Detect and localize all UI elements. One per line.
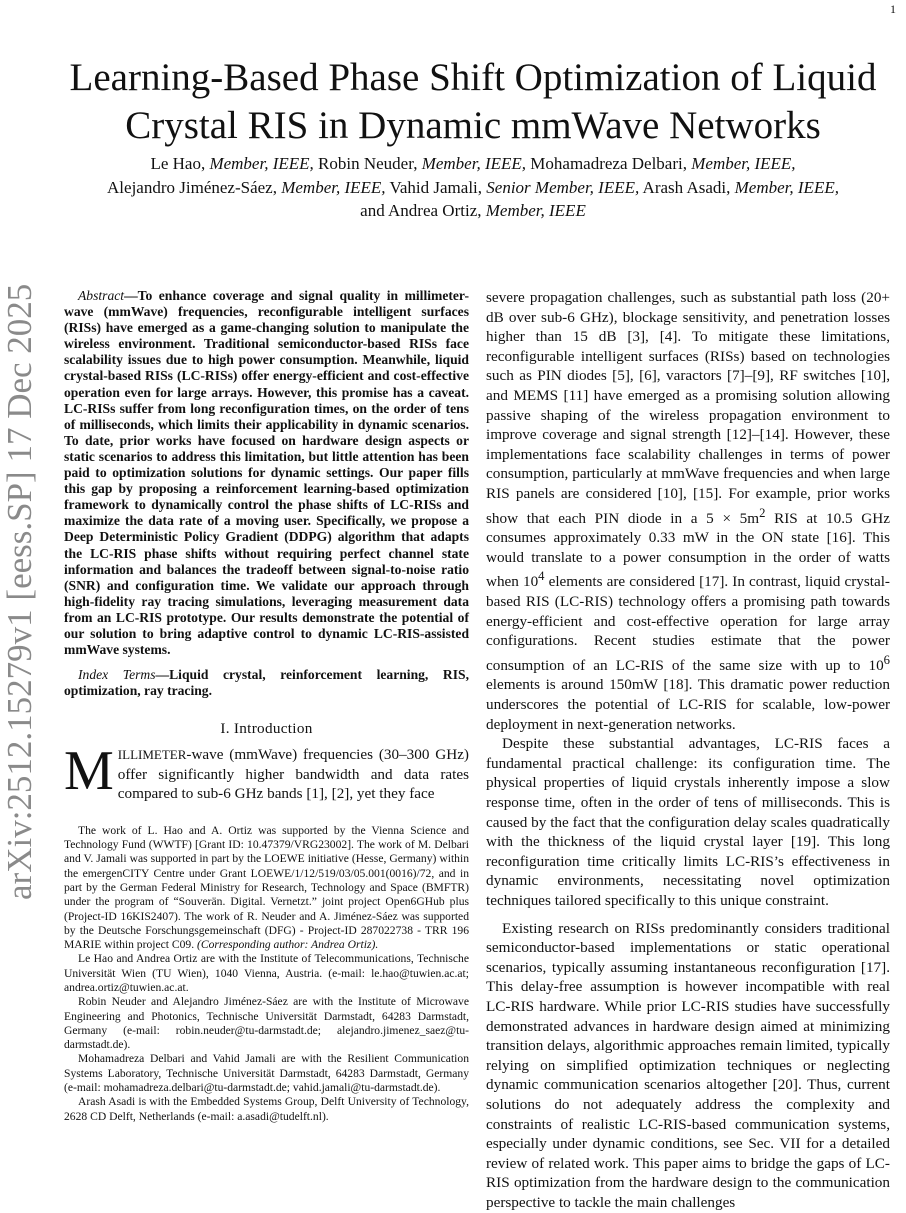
author-role: Member, IEEE, xyxy=(734,177,839,197)
index-terms xyxy=(64,667,469,699)
abstract-label: Abstract xyxy=(78,288,125,303)
author-line-1 xyxy=(55,152,891,176)
body-text: elements is around 150mW [18]. This dramatic power reduction underscores the potential of LC-RIS for scalable, low-power deployment in next-generation networks. xyxy=(486,676,890,733)
abstract xyxy=(64,288,469,658)
body-paragraph-2: Despite these substantial advantages, LC-RIS faces a fundamental practical challenge: its configuration time. The physical properties of liquid crystals inherently impose a slow response time, often in the order of tens of milliseconds. This is caused by the fact that the configuration delay scales quadratically with the thickness of the liquid crystal layer [19]. This long reconfiguration time critically limits LC-RIS’s effectiveness in dynamic environments, necessitating novel optimization techniques tailored specifically to this unique constraint. xyxy=(486,735,890,909)
author-role: Member, IEEE, xyxy=(281,177,386,197)
page-number: 1 xyxy=(890,2,896,16)
body-text: severe propagation challenges, such as substantial path loss (20+ dB over sub-6 GHz), blockage sensitivity, and penetration losses higher than 15 dB [3], [4]. To mitigate these limitations, reconfigurable intelligent surfaces (RISs) based on technologies such as PIN diodes [5], [6], varactors [7]–[9], RF switches [10], and MEMS [11] have emerged as a promising solution allowing passive shaping of the wireless propagation environment to improve coverage and signal strength [12]–[14]. However, these implementations face scalability challenges in terms of power consumption, particularly at mmWave frequencies and when large RIS panels are considered [10], [15]. For example, prior works show that each PIN diode in a xyxy=(486,289,890,527)
author-name: Mohamadreza Delbari, xyxy=(526,154,692,173)
body-text: RIS at 10.5 GHz consumes approximately 0.33 mW in the ON state [16]. This would translate to a power consumption in the order of watts when 10 xyxy=(486,509,890,591)
author-line-3 xyxy=(55,199,891,223)
footnotes xyxy=(64,824,469,1124)
section-heading: I. Introduction xyxy=(220,720,313,738)
left-column xyxy=(64,288,469,1124)
author-line-2 xyxy=(55,176,891,200)
footnote-affiliation: Robin Neuder and Alejandro Jiménez-Sáez are with the Institute of Microwave Engineering and Photonics, Technische Universität Darmstadt, 64283 Darmstadt, Germany (e-mail: robin.neuder@tu-darmstadt.de; alejandro.jimenez_saez@tu-darmstadt.de). xyxy=(64,995,469,1052)
intro-smallcaps: ILLIMETER xyxy=(117,746,187,762)
superscript: 4 xyxy=(538,569,545,584)
author-role: Member, IEEE, xyxy=(691,154,796,173)
author-name: Arash Asadi, xyxy=(639,177,735,197)
index-terms-text: —Liquid crystal, reinforcement learning, RIS, optimization, ray tracing. xyxy=(64,667,469,699)
body-paragraph-1 xyxy=(486,288,890,734)
superscript: 6 xyxy=(883,652,890,667)
math-dimension: 5 × 5m xyxy=(706,509,760,527)
author-role: Senior Member, IEEE, xyxy=(486,177,640,197)
footnote-affiliation: Mohamadreza Delbari and Vahid Jamali are with the Resilient Communication Systems Laboratory, Technische Universität Darmstadt, 64283 Darmstadt, Germany (e-mail: mohamadreza.delbari@tu-darmstadt.de; vahid.jamali@tu-darmstadt.de). xyxy=(64,1052,469,1095)
abstract-text: —To enhance coverage and signal quality in millimeter-wave (mmWave) frequencies, reconfigurable intelligent surfaces (RISs) have emerged as a game-changing solution to manipulate the wireless environment. Traditional semiconductor-based RISs face scalability issues due to high power consumption. Meanwhile, liquid crystal-based RISs (LC-RISs) offer energy-efficient and cost-effective operation even for large arrays. However, this promise has a caveat. LC-RISs suffer from long reconfiguration times, on the order of tens of milliseconds, which limits their applicability in dynamic scenarios. To date, prior works have focused on hardware design aspects or static scenarios to address this limitation, but little attention has been paid to optimization solutions for dynamic settings. Our paper fills this gap by proposing a reinforcement learning-based optimization framework to dynamically control the phase shifts of LC-RISs and maximize the data rate of a moving user. Specifically, we propose a Deep Deterministic Policy Gradient (DDPG) algorithm that adapts the LC-RIS phase shifts without requiring perfect channel state information and balances the tradeoff between signal-to-noise ratio (SNR) and configuration time. We validate our approach through high-fidelity ray tracing simulations, leveraging measurement data from an LC-RIS prototype. Our results demonstrate the potential of our solution to bring adaptive control to dynamic LC-RIS-assisted mmWave systems. xyxy=(64,288,469,658)
author-name: Vahid Jamali, xyxy=(385,177,487,197)
right-column xyxy=(486,288,890,1213)
intro-text: -wave (mmWave) frequencies (30–300 GHz) offer significantly higher bandwidth and data rates compared to sub-6 GHz bands [1], [2], yet they face xyxy=(117,745,469,803)
intro-paragraph xyxy=(64,739,469,804)
author-name: Le Hao, xyxy=(150,154,210,173)
author-list xyxy=(55,152,891,223)
footnote-affiliation: Arash Asadi is with the Embedded Systems Group, Delft University of Technology, 2628 CD Delft, Netherlands (e-mail: a.asadi@tudelft.nl). xyxy=(64,1095,469,1123)
body-paragraph-3: Existing research on RISs predominantly considers traditional semiconductor-based implementations or static operational scenarios, typically assuming instantaneous reconfiguration [17]. This delay-free assumption is however incompatible with real LC-RIS hardware. While prior LC-RIS studies have successfully demonstrated advances in hardware design aimed at minimizing transition delays, algorithmic approaches remain limited, typically relying on simplified optimization techniques or neglecting dynamic communication scenarios altogether [20]. Thus, current solutions do not adequately address the complexity and constraints of realistic LC-RIS-based communication systems, especially under dynamic conditions, see Sec. VII for a detailed review of related work. This paper aims to bridge the gaps of LC-RIS optimization from the hardware design to the communication perspective to tackle the main challenges xyxy=(486,919,890,1211)
footnote-text: The work of L. Hao and A. Ortiz was supported by the Vienna Science and Technology Fund (WWTF) [Grant ID: 10.47379/VRG23002]. The work of M. Delbari and V. Jamali was supported in part by the LOEWE initiative (Hesse, Germany) within the emergenCITY Centre under Grant LOEWE/1/12/519/03/05.001(0016)/72, and in part by the German Federal Ministry for Research, Technology and Space (BMFTR) under the program of “Souverän. Digital. Vernetzt.” joint project Open6GHub plus (Project-ID 16KIS2407). The work of R. Neuder and A. Jiménez-Sáez was supported by the Deutsche Forschungsgemeinschaft (DFG) - Project-ID 287022738 - TRR 196 MARIE within project C09. xyxy=(64,823,469,952)
paper-title: Learning-Based Phase Shift Optimization of Liquid Crystal RIS in Dynamic mmWave Networks xyxy=(69,56,877,147)
superscript: 2 xyxy=(759,505,766,520)
author-name: Robin Neuder, xyxy=(313,154,422,173)
author-role: Member, IEEE, xyxy=(421,154,527,173)
footnote-funding xyxy=(64,824,469,953)
drop-cap: M xyxy=(64,739,114,802)
footnote-affiliation: Le Hao and Andrea Ortiz are with the Institute of Telecommunications, Technische Universität Wien (TU Wien), 1040 Vienna, Austria. (e-mail: le.hao@tuwien.ac.at; andrea.ortiz@tuwien.ac.at. xyxy=(64,952,469,994)
corresponding-author: (Corresponding author: Andrea Ortiz). xyxy=(197,938,379,952)
body-text: elements are considered [17]. In contrast, liquid crystal-based RIS (LC-RIS) technology offers a promising path towards energy-efficient and cost-effective operation for large array configurations. Recent studies estimate that the power consumption of an LC-RIS of the same size with up to 10 xyxy=(486,573,890,674)
arxiv-stamp: arXiv:2512.15279v1 [eess.SP] 17 Dec 2025 xyxy=(0,283,39,900)
author-name: Alejandro Jiménez-Sáez, xyxy=(107,177,282,197)
author-role: Member, IEEE, xyxy=(209,154,314,173)
index-terms-label: Index Terms xyxy=(78,667,156,683)
author-name: and Andrea Ortiz, xyxy=(360,201,486,220)
author-role: Member, IEEE xyxy=(485,201,586,220)
